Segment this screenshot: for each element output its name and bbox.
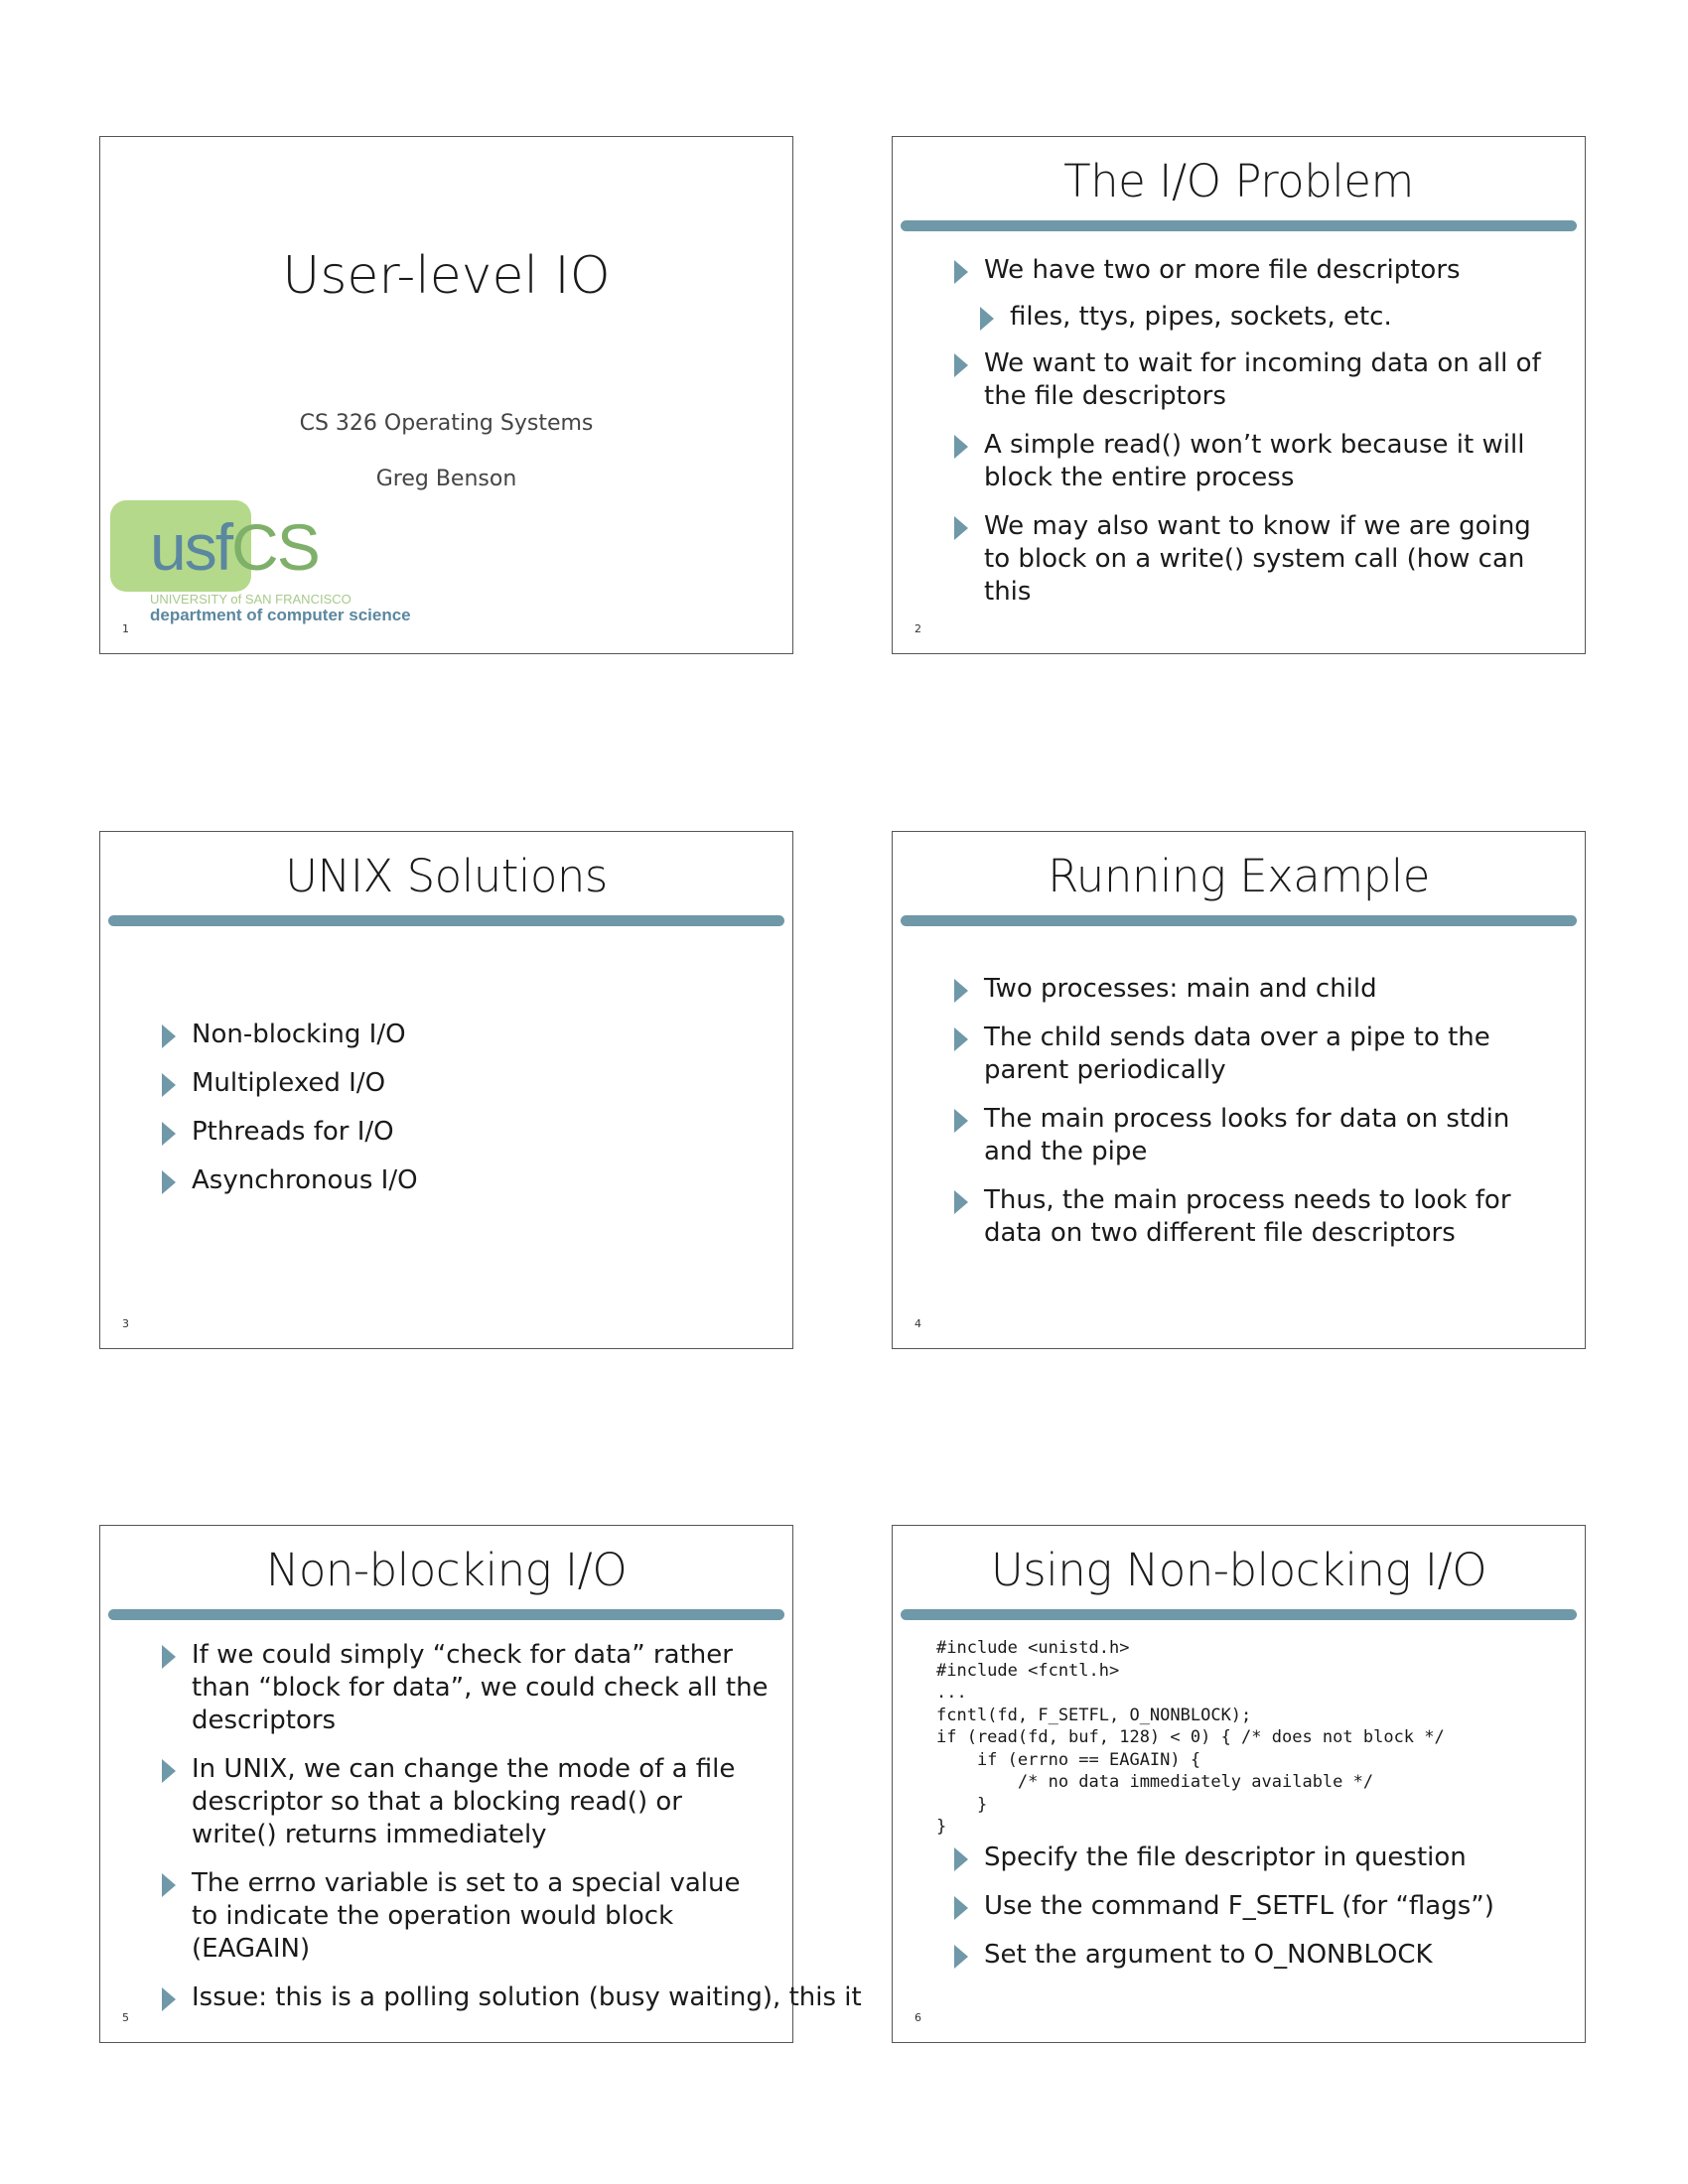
slide-title: The I/O Problem [1063, 155, 1414, 207]
bullet-item: Non-blocking I/O [162, 1019, 763, 1051]
bullet-item: Thus, the main process needs to look for data on two different file descriptors [954, 1184, 1555, 1250]
slide-title: User-level IO [282, 246, 611, 306]
bullet-list [162, 1639, 862, 2030]
bullet-item: Asynchronous I/O [162, 1164, 763, 1197]
bullet-arrow-icon [980, 307, 994, 331]
slide-number: 5 [122, 2011, 129, 2024]
usf-cs-logo [150, 512, 319, 582]
slide-number: 2 [914, 622, 921, 635]
bullet-arrow-icon [954, 516, 968, 540]
bullet-arrow-icon [954, 1190, 968, 1214]
title-rule [901, 915, 1577, 926]
bullet-arrow-icon [162, 1987, 176, 2011]
bullet-item: Pthreads for I/O [162, 1116, 763, 1149]
bullet-item: Two processes: main and child [954, 973, 1555, 1006]
bullet-arrow-icon [954, 435, 968, 459]
slide-1 [99, 136, 793, 654]
slide-number: 4 [914, 1317, 921, 1330]
bullet-arrow-icon [162, 1024, 176, 1048]
bullet-arrow-icon [162, 1873, 176, 1897]
bullet-list [954, 973, 1555, 1266]
bullet-item: Issue: this is a polling solution (busy waiting), this it [162, 1981, 769, 2014]
bullet-item: Set the argument to O_NONBLOCK [954, 1939, 1555, 1972]
bullet-arrow-icon [954, 1896, 968, 1920]
bullet-item: files, ttys, pipes, sockets, etc. [980, 301, 1555, 334]
title-rule [108, 1609, 784, 1620]
logo-cs: CS [231, 510, 319, 584]
title-rule [108, 915, 784, 926]
bullet-list [162, 1019, 763, 1213]
code-block: #include <unistd.h> #include <fcntl.h> ... fcntl(fd, F_SETFL, O_NONBLOCK); if (read(fd, buf, 128) < 0) { /* does not block */ if (errno == EAGAIN) { /* no data immediately available */ } } [936, 1638, 1445, 1837]
slide-number: 1 [122, 622, 129, 635]
bullet-arrow-icon [162, 1073, 176, 1097]
bullet-item: We may also want to know if we are going to block on a write() system call (how can this [954, 510, 1555, 609]
slide-4 [892, 831, 1586, 1349]
slide-5 [99, 1525, 862, 2043]
bullet-arrow-icon [954, 1847, 968, 1871]
bullet-item: The child sends data over a pipe to the parent periodically [954, 1022, 1555, 1087]
bullet-item: The main process looks for data on stdin and the pipe [954, 1103, 1555, 1168]
slide-3 [99, 831, 793, 1349]
slide-2 [892, 136, 1586, 654]
title-rule [901, 1609, 1577, 1620]
slide-title: UNIX Solutions [285, 850, 608, 902]
course-name: CS 326 Operating Systems [299, 411, 594, 436]
slide-title: Non-blocking I/O [265, 1544, 628, 1596]
bullet-item: Multiplexed I/O [162, 1067, 763, 1100]
slide-6 [892, 1525, 1586, 2043]
bullet-item: In UNIX, we can change the mode of a file descriptor so that a blocking read() or write() returns immediately [162, 1753, 769, 1851]
bullet-arrow-icon [954, 260, 968, 284]
bullet-arrow-icon [162, 1122, 176, 1146]
bullet-item: A simple read() won’t work because it will block the entire process [954, 429, 1555, 494]
bullet-arrow-icon [954, 1027, 968, 1051]
bullet-arrow-icon [954, 1945, 968, 1969]
author-name: Greg Benson [375, 467, 517, 491]
bullet-item: Specify the file descriptor in question [954, 1842, 1555, 1874]
logo-department: department of computer science [150, 606, 411, 624]
logo-university: UNIVERSITY of SAN FRANCISCO [150, 592, 352, 607]
slide-title: Using Non-blocking I/O [990, 1544, 1487, 1596]
bullet-arrow-icon [954, 353, 968, 377]
bullet-item: We have two or more file descriptors [954, 254, 1555, 287]
bullet-arrow-icon [162, 1170, 176, 1194]
bullet-list [954, 254, 1555, 624]
bullet-arrow-icon [954, 979, 968, 1003]
bullet-item: If we could simply “check for data” rather than “block for data”, we could check all the descriptors [162, 1639, 769, 1737]
slide-title: Running Example [1048, 850, 1430, 902]
bullet-item: Use the command F_SETFL (for “flags”) [954, 1890, 1555, 1923]
bullet-item: We want to wait for incoming data on all of the file descriptors [954, 347, 1555, 413]
slide-number: 6 [914, 2011, 921, 2024]
title-rule [901, 220, 1577, 231]
bullet-arrow-icon [954, 1109, 968, 1133]
bullet-arrow-icon [162, 1645, 176, 1669]
bullet-item: The errno variable is set to a special value to indicate the operation would block (EAGAIN) [162, 1867, 769, 1966]
logo-usf: usf [150, 510, 232, 584]
bullet-list [954, 1842, 1555, 1987]
slide-number: 3 [122, 1317, 129, 1330]
bullet-arrow-icon [162, 1759, 176, 1783]
